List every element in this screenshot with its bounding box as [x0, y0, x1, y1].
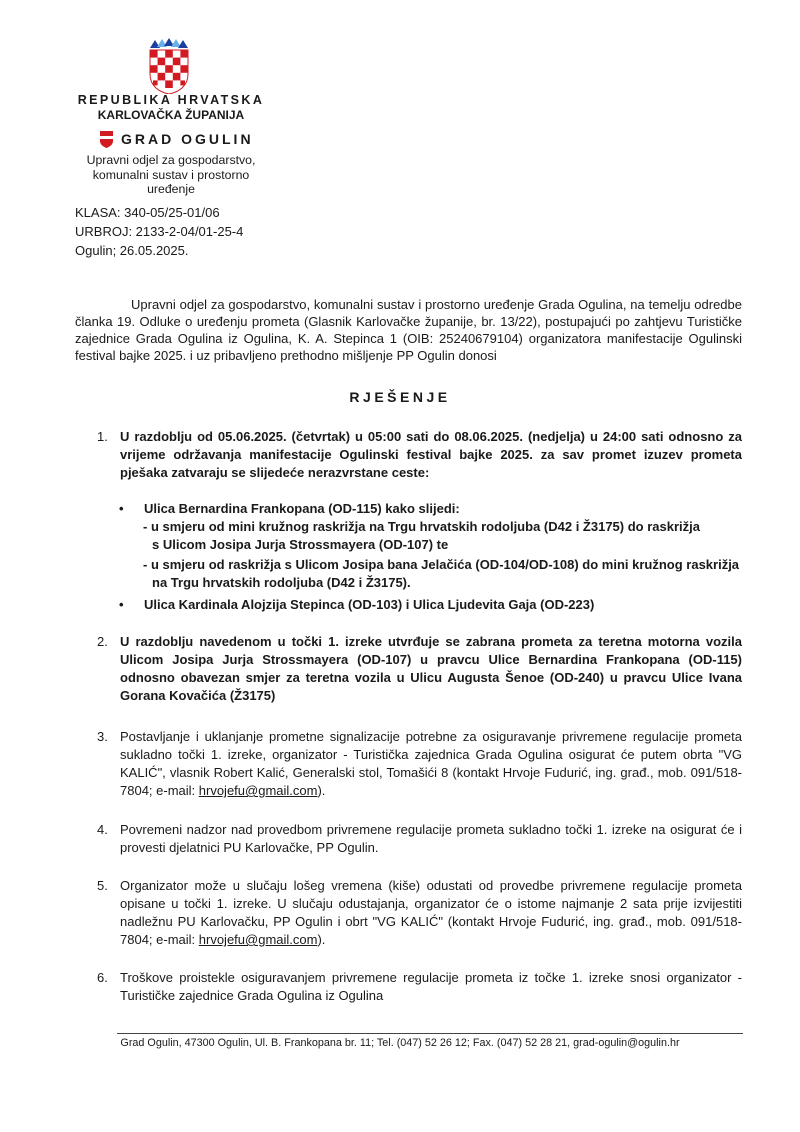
item-text: U razdoblju navedenom u točki 1. izreke utvrđuje se zabrana prometa za teretna motorna vozila Ulicom Josipa Jurja Strossmayera (OD-107) u pravcu Ulice Bernardina Frankopana (OD-115) odnosno obavezan smjer za teretna vozila u Ulicu Augusta Šenoe (OD-240) u pravcu Ulice Ivana Gorana Kovačića (Ž3175) — [120, 634, 742, 703]
intro-text: Upravni odjel za gospodarstvo, komunalni sustav i prostorno uređenje Grada Ogulina, na temelju odredbe članka 19. Odluke o uređenju prometa (Glasnik Karlovačke županije, br. 13/22), postupajući po zahtjevu Turističke zajednice Grada Ogulina iz Ogulina, K. A. Stepinca 1 (OIB: 25240679104) organizatora manifestacije Ogulinski festival bajke 2025. i uz pribavljeno prethodno mišljenje PP Ogulin donosi — [75, 297, 742, 363]
department-line-2: komunalni sustav i prostorno uređenje — [92, 168, 250, 196]
road-bullet-1 — [119, 500, 742, 518]
item-text-wrap — [120, 877, 742, 949]
sub-line-2a: - u smjeru od raskrižja s Ulicom Josipa bana Jelačića (OD-104/OD-108) do mini kružnog raskrižja — [143, 557, 740, 572]
item-text-wrap — [120, 728, 742, 800]
item-number: 6. — [97, 970, 108, 985]
item-text-tail: ). — [317, 783, 326, 798]
email-link[interactable]: hrvojefu@gmail.com — [198, 783, 318, 798]
item-text: Troškove proistekle osiguravanjem privremene regulacije prometa iz točke 1. izreke snosi organizator - Turističke zajednice Grada Ogulina iz Ogulina — [120, 970, 742, 1003]
department-line-1: Upravni odjel za gospodarstvo, — [86, 153, 256, 167]
item-number: 1. — [97, 429, 108, 444]
croatian-coat-of-arms-icon — [147, 38, 191, 94]
decision-item-6 — [75, 969, 742, 1005]
intro-paragraph — [75, 296, 742, 364]
sub-line-2b — [143, 574, 742, 592]
klasa-number: KLASA: 340-05/25-01/06 — [75, 205, 220, 220]
sub-line-text: na Trgu hrvatskih rodoljuba (D42 i Ž3175). — [152, 575, 411, 590]
ogulin-coat-of-arms-icon — [100, 131, 113, 148]
decision-item-5 — [75, 877, 742, 949]
bullet-text: Ulica Kardinala Alojzija Stepinca (OD-103) i Ulica Ljudevita Gaja (OD-223) — [144, 597, 595, 612]
item-number: 4. — [97, 822, 108, 837]
decision-item-3 — [75, 728, 742, 800]
road-bullet-2 — [119, 596, 742, 614]
item-text: Povremeni nadzor nad provedbom privremene regulacije prometa sukladno točki 1. izreke na osigurat će i provesti djelatnici PU Karlovačke, PP Ogulin. — [120, 822, 742, 855]
sub-line-1a: - u smjeru od mini kružnog raskrižja na Trgu hrvatskih rodoljuba (D42 i Ž3175) do raskrižja — [143, 519, 700, 534]
decision-item-1 — [75, 428, 742, 482]
sub-line-text: s Ulicom Josipa Jurja Strossmayera (OD-107) te — [152, 537, 449, 552]
item-text-tail: ). — [317, 932, 326, 947]
decision-item-4 — [75, 821, 742, 857]
item-number: 3. — [97, 729, 108, 744]
sub-line-1b — [143, 536, 742, 554]
item-number: 2. — [97, 634, 108, 649]
email-link[interactable]: hrvojefu@gmail.com — [198, 932, 318, 947]
item-number: 5. — [97, 878, 108, 893]
item-text: Organizator može u slučaju lošeg vremena (kiše) odustati od provedbe privremene regulacije prometa opisane u točki 1. izreke. U slučaju odustajanja, organizator će o istome najmanje 2 sata prije izvijestiti nadležnu PU Karlovačku, PP Ogulin i obrt "VG KALIĆ" (kontakt Hrvoje Fudurić, ing. građ., mob. 091/518-7804; e-mail: — [120, 878, 742, 947]
urbroj-number: URBROJ: 2133-2-04/01-25-4 — [75, 224, 244, 239]
item-text: Postavljanje i uklanjanje prometne signalizacije potrebne za osiguravanje privremene regulacije prometa sukladno točki 1. izreke, organizator - Turistička zajednica Grada Ogulina osigurat će putem obrta "VG KALIĆ", vlasnik Robert Kalić, Generalski stol, Tomašići 8 (kontakt Hrvoje Fudurić, ing. građ., mob. 091/518-7804; e-mail: — [120, 729, 742, 798]
document-title: RJEŠENJE — [349, 389, 451, 405]
bullet-text: Ulica Bernardina Frankopana (OD-115) kako slijedi: — [144, 501, 460, 516]
republic-name: REPUBLIKA HRVATSKA — [77, 93, 265, 107]
bullet-icon: • — [119, 501, 124, 516]
footer-divider — [117, 1033, 743, 1034]
bullet-icon: • — [119, 597, 124, 612]
item-text: U razdoblju od 05.06.2025. (četvrtak) u 05:00 sati do 08.06.2025. (nedjelja) u 24:00 sati odnosno za vrijeme održavanja manifestacije Ogulinski festival bajke 2025. za sav promet izuzev prometa pješaka zatvaraju se slijedeće nerazvrstane ceste: — [120, 429, 742, 480]
decision-item-2 — [75, 633, 742, 705]
city-name: GRAD OGULIN — [121, 131, 254, 147]
footer-contact: Grad Ogulin, 47300 Ogulin, Ul. B. Frankopana br. 11; Tel. (047) 52 26 12; Fax. (047) 52 28 21, grad-ogulin@ogulin.hr — [120, 1037, 680, 1049]
county-name: KARLOVAČKA ŽUPANIJA — [97, 108, 245, 122]
place-date: Ogulin; 26.05.2025. — [75, 243, 189, 258]
